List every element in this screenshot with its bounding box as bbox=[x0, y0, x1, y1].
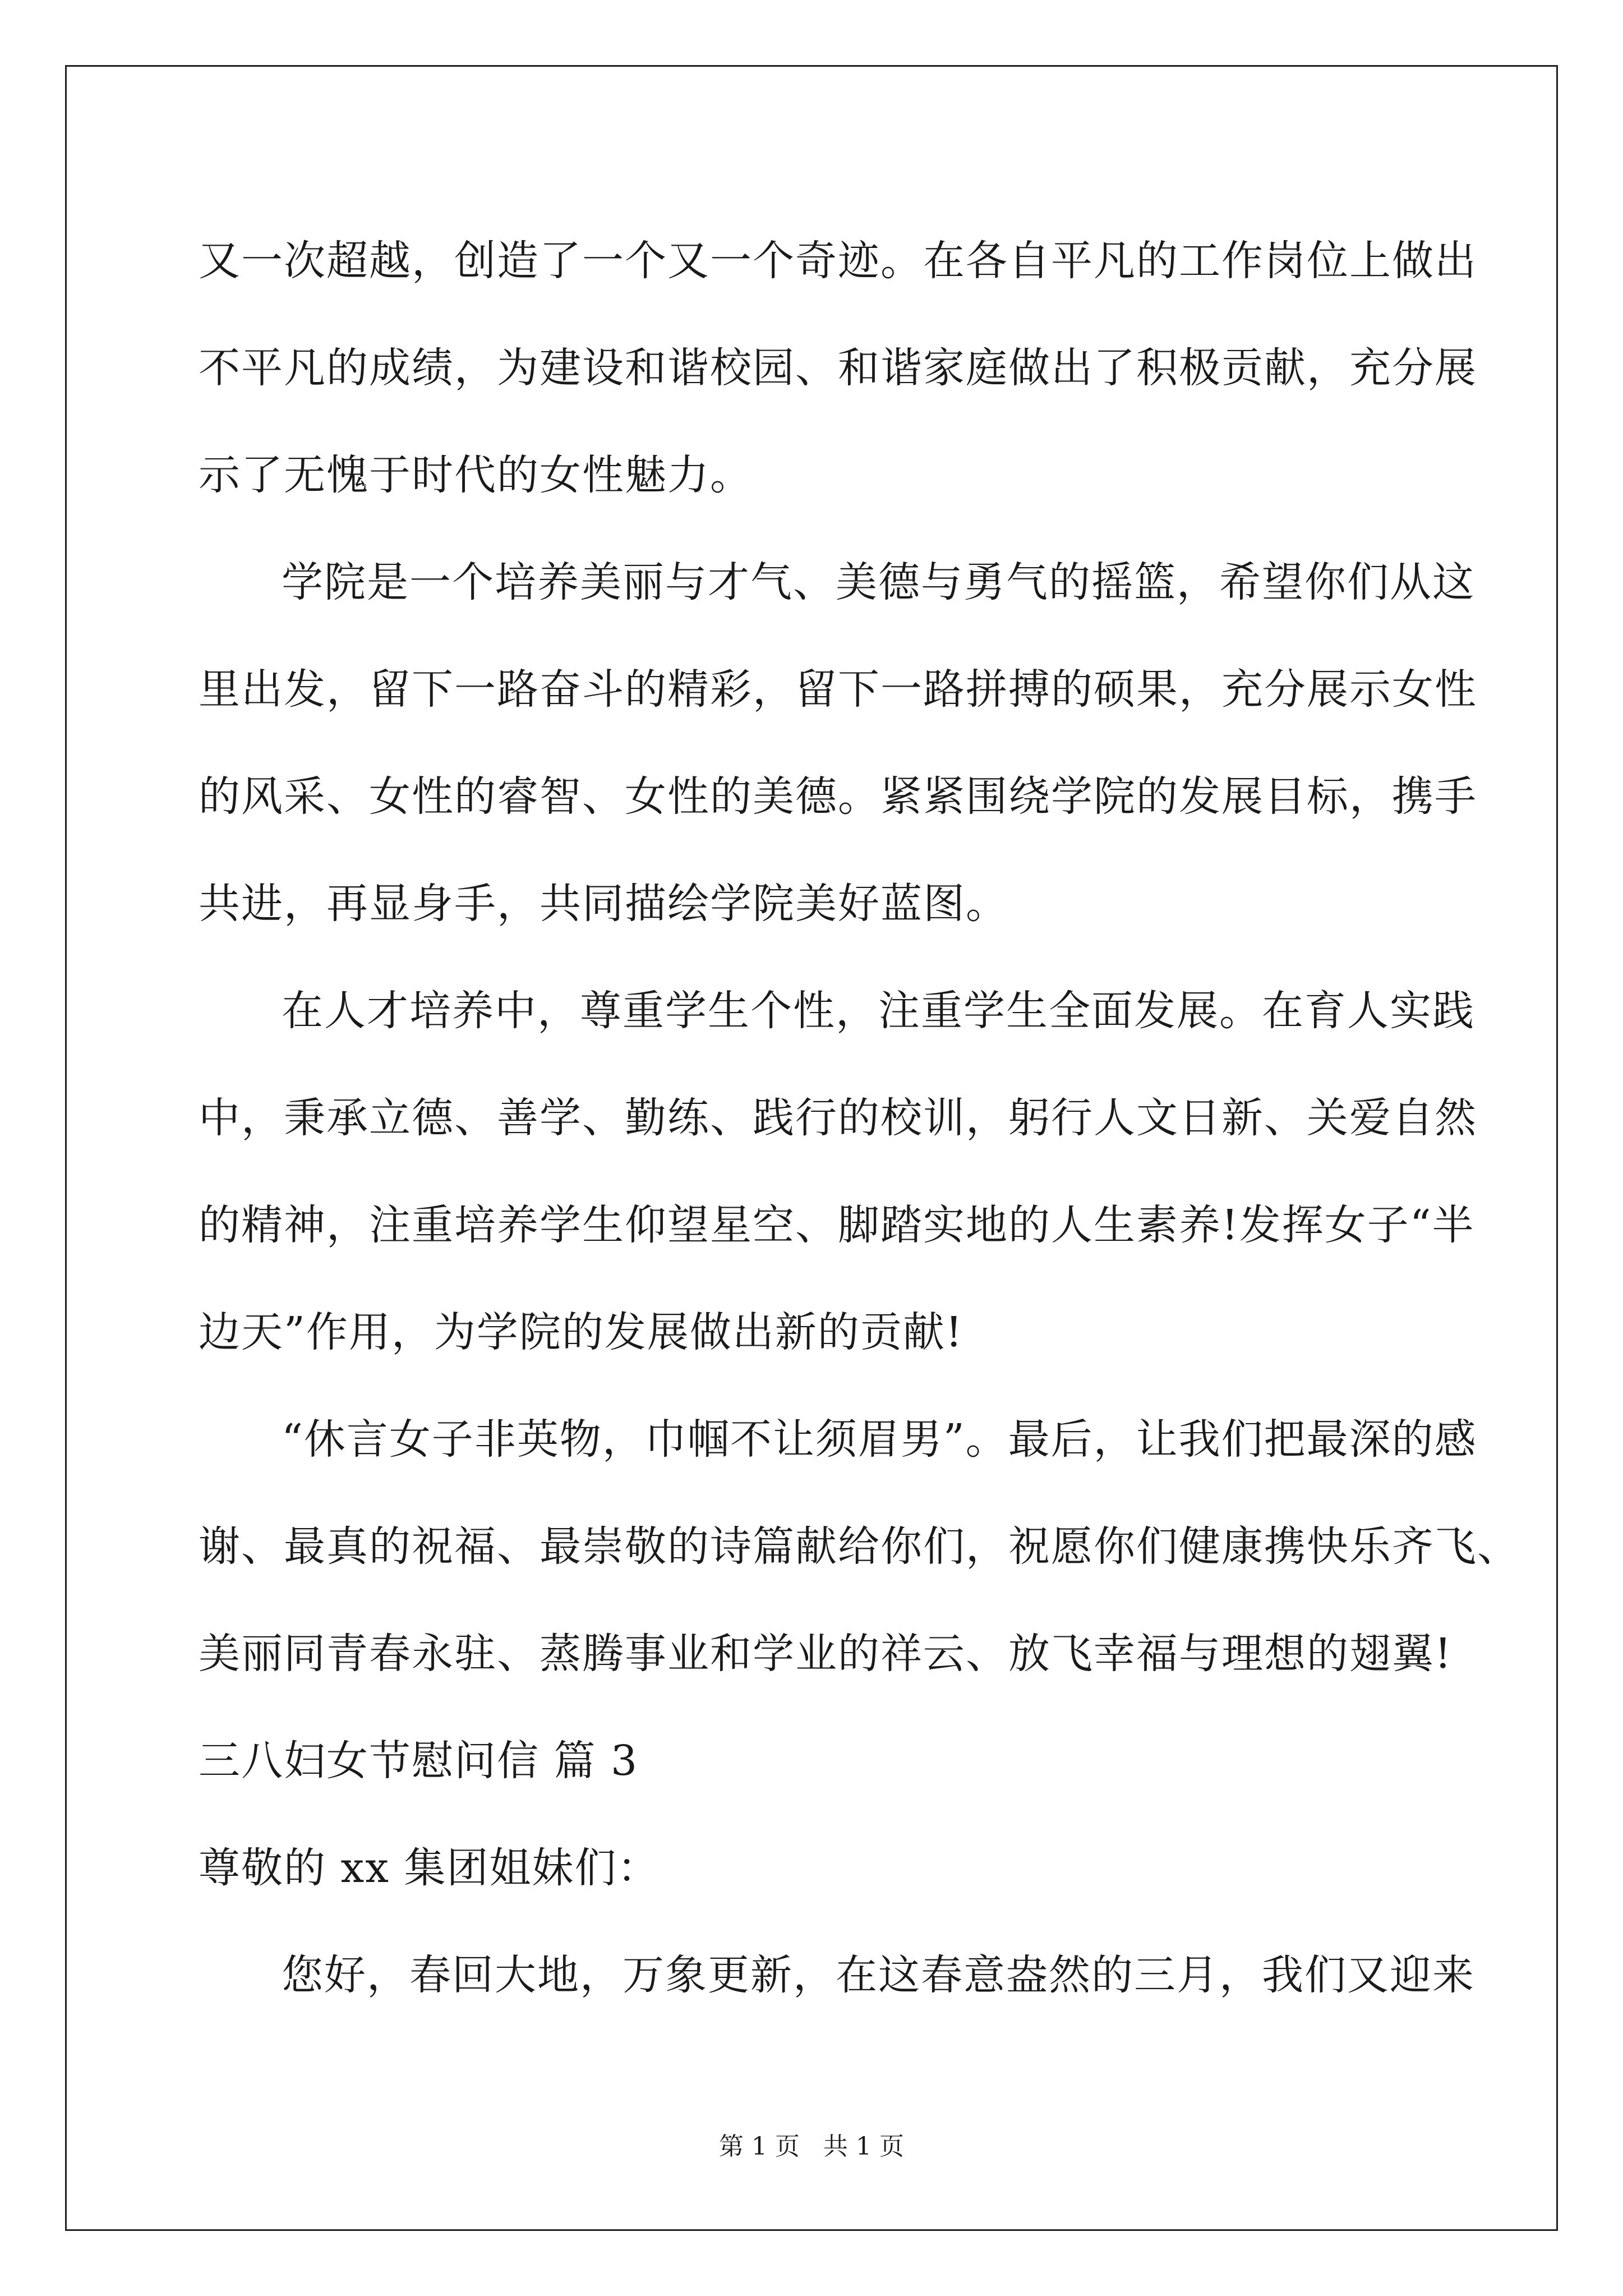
paragraph-line: 里出发，留下一路奋斗的精彩，留下一路拼搏的硕果，充分展示女性 bbox=[199, 665, 1477, 714]
paragraph-5 bbox=[199, 1922, 1475, 2029]
paragraph-line: 又一次超越，创造了一个又一个奇迹。在各自平凡的工作岗位上做出 bbox=[199, 237, 1477, 285]
paragraph-line: 的精神，注重培养学生仰望星空、脚踏实地的人生素养!发挥女子“半 bbox=[199, 1201, 1475, 1249]
paragraph-4 bbox=[199, 1386, 1520, 1708]
page-footer: 第 1 页 共 1 页 bbox=[719, 2132, 904, 2161]
paragraph-3 bbox=[199, 958, 1477, 1386]
paragraph-line: 边天”作用，为学院的发展做出新的贡献! bbox=[199, 1308, 963, 1356]
paragraph-line: “休言女子非英物，巾帼不让须眉男”。最后，让我们把最深的感 bbox=[282, 1415, 1477, 1464]
paragraph-line: 美丽同青春永驻、蒸腾事业和学业的祥云、放飞幸福与理想的翅翼! bbox=[199, 1630, 1453, 1678]
paragraph-line: 在人才培养中，尊重学生个性，注重学生全面发展。在育人实践 bbox=[282, 987, 1475, 1035]
paragraph-line: 谢、最真的祝福、最崇敬的诗篇献给你们，祝愿你们健康携快乐齐飞、 bbox=[199, 1522, 1520, 1571]
section-heading: 三八妇女节慰问信 篇 3 bbox=[199, 1737, 639, 1785]
paragraph-line: 中，秉承立德、善学、勤练、践行的校训，躬行人文日新、关爱自然 bbox=[199, 1094, 1477, 1142]
paragraph-line: 学院是一个培养美丽与才气、美德与勇气的摇篮，希望你们从这 bbox=[282, 558, 1475, 606]
paragraph-line: 不平凡的成绩，为建设和谐校园、和谐家庭做出了积极贡献，充分展 bbox=[199, 344, 1477, 392]
paragraph-line: 共进，再显身手，共同描绘学院美好蓝图。 bbox=[199, 880, 1008, 928]
paragraph-line: 的风采、女性的睿智、女性的美德。紧紧围绕学院的发展目标，携手 bbox=[199, 772, 1477, 821]
document-body bbox=[199, 208, 1520, 2029]
paragraph-2 bbox=[199, 529, 1477, 958]
paragraph-line: 您好，春回大地，万象更新，在这春意盎然的三月，我们又迎来 bbox=[282, 1951, 1475, 1999]
paragraph-line: 示了无愧于时代的女性魅力。 bbox=[199, 451, 753, 499]
paragraph-1 bbox=[199, 208, 1477, 529]
salutation: 尊敬的 xx 集团姐妹们： bbox=[199, 1844, 660, 1892]
